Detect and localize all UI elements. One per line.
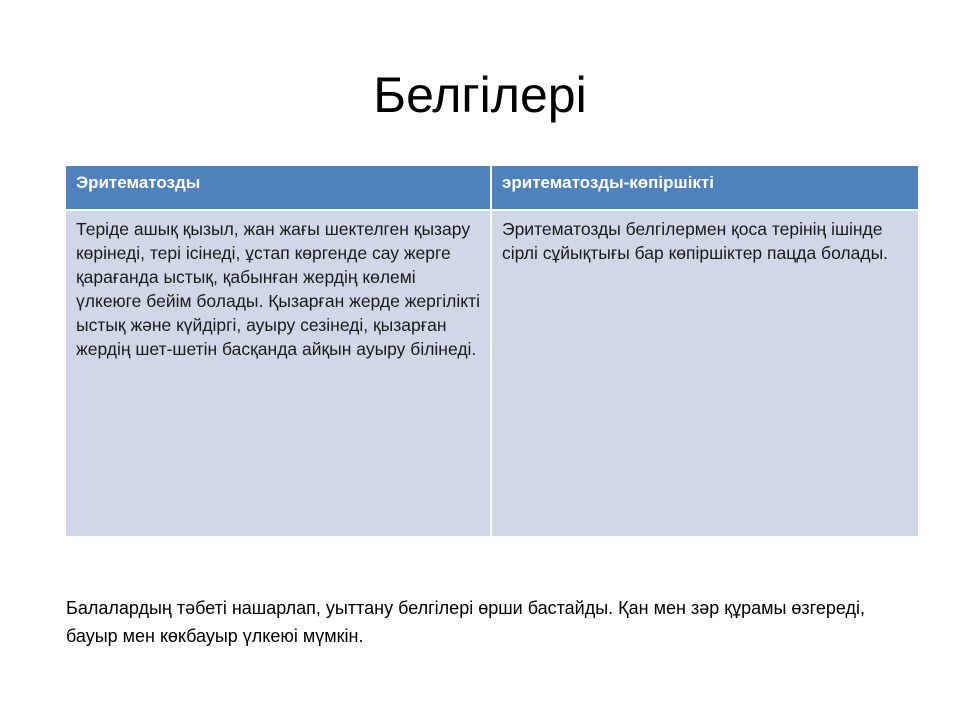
table-header-cell: Эритематозды <box>65 165 491 210</box>
signs-table-container <box>64 164 918 538</box>
table-header-row <box>65 165 919 210</box>
table-row <box>65 210 919 537</box>
table-header-cell: эритематозды-көпіршікті <box>491 165 919 210</box>
slide-title: Белгілері <box>373 67 587 123</box>
table-cell: Теріде ашық қызыл, жан жағы шектелген қызару көрінеді, тері ісінеді, ұстап көргенде сау жерге қарағанда ыстық, қабынған жердің көлемі үлкеюге бейім болады. Қызарған жерде жергілікті ыстық және күйдіргі, ауыру сезінеді, қызарған жердің шет-шетін басқанда айқын ауыру білінеді. <box>65 210 491 537</box>
signs-table <box>64 164 920 538</box>
table-cell: Эритематозды белгілермен қоса терінің ішінде сірлі сұйықтығы бар көпіршіктер пацда болады. <box>491 210 919 537</box>
footer-text: Балалардың тәбеті нашарлап, уыттану белгілері өрши бастайды. Қан мен зәр құрамы өзгереді, бауыр мен көкбауыр үлкеюі мүмкін. <box>66 598 865 646</box>
